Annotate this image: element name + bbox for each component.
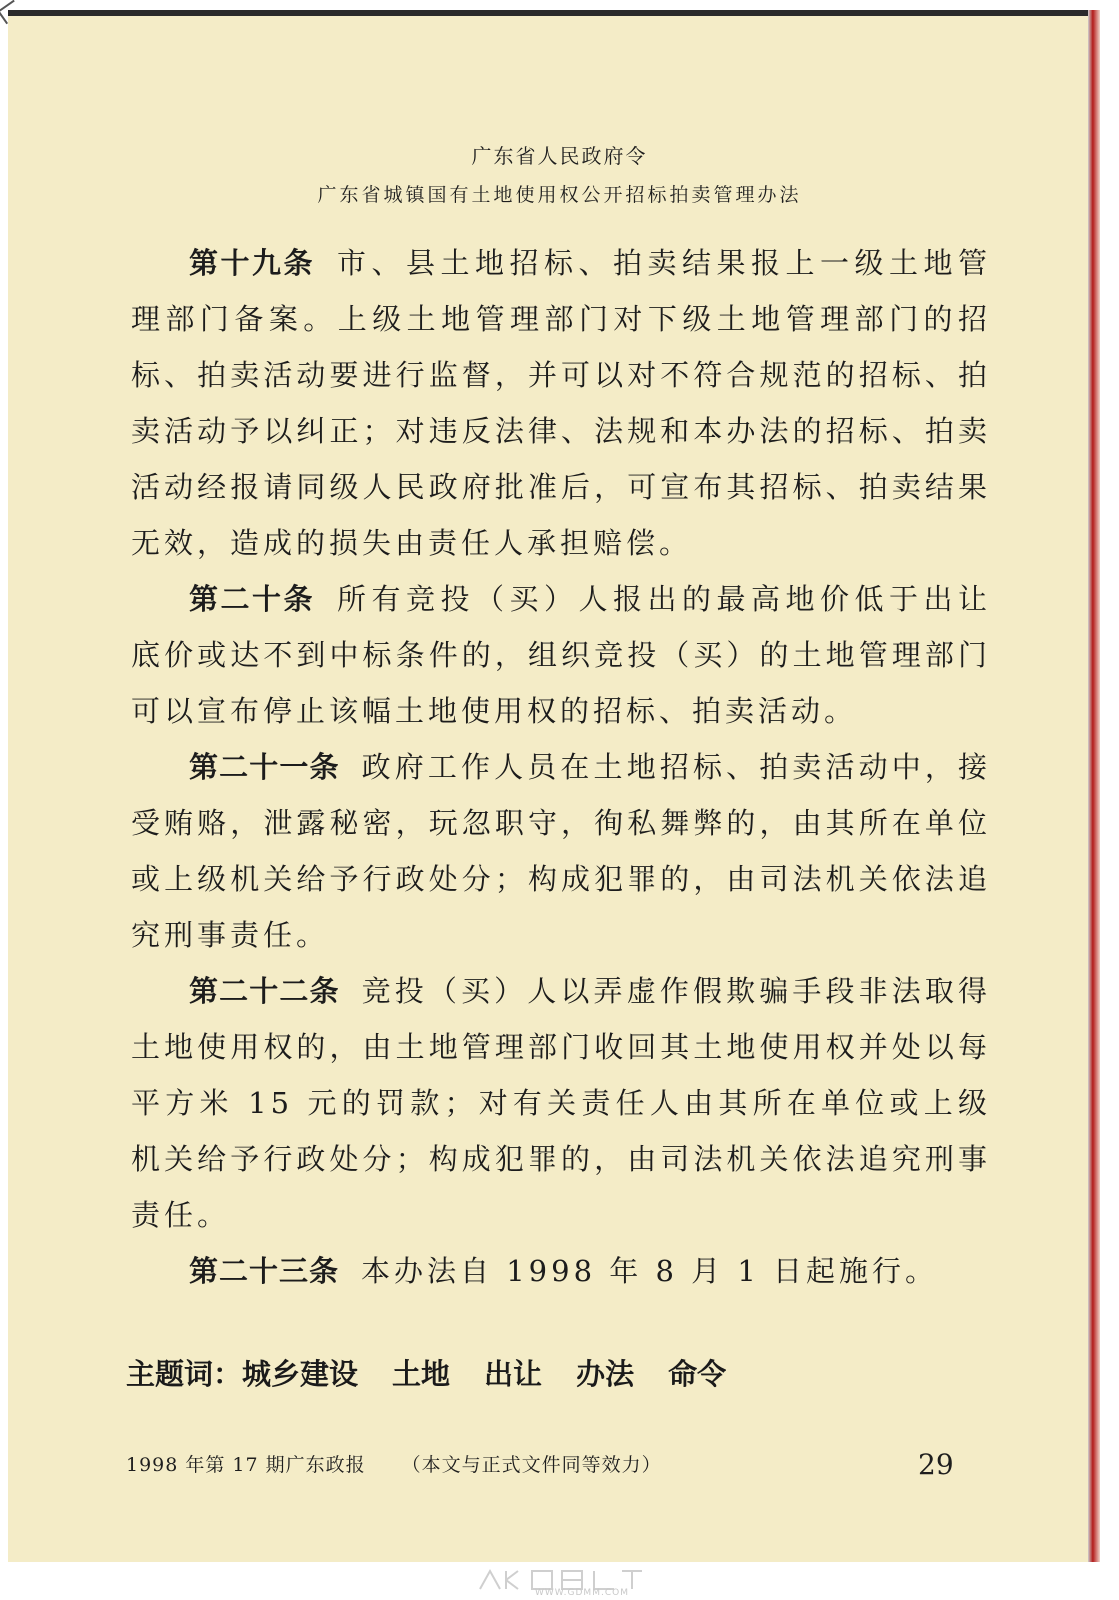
article-21 <box>131 739 991 963</box>
article-heading: 第二十二条 <box>189 974 340 1008</box>
document-body <box>131 235 991 1299</box>
article-heading: 第二十一条 <box>189 750 340 784</box>
running-header-title: 广东省人民政府令 <box>471 144 648 168</box>
subject-label: 主题词： <box>126 1357 243 1391</box>
footer-issue: 1998 年第 17 期广东政报 <box>126 1454 366 1476</box>
page-number: 29 <box>918 1448 954 1481</box>
article-heading: 第十九条 <box>189 246 315 280</box>
footer-note: （本文与正式文件同等效力） <box>401 1454 662 1476</box>
running-header-subtitle: 广东省城镇国有土地使用权公开招标拍卖管理办法 <box>317 184 802 206</box>
article-19 <box>131 235 991 571</box>
subject-keyword: 办法 <box>576 1357 635 1391</box>
page-footer <box>126 1450 662 1477</box>
article-text: 本办法自 1998 年 8 月 1 日起施行。 <box>361 1254 939 1288</box>
subject-keyword: 城乡建设 <box>242 1357 359 1391</box>
subject-keyword: 出让 <box>484 1357 543 1391</box>
article-text: 市、县土地招标、拍卖结果报上一级土地管理部门备案。上级土地管理部门对下级土地管理部门的招标、拍卖活动要进行监督，并可以对不符合规范的招标、拍卖活动予以纠正；对违反法律、法规和本办法的招标、拍卖活动经报请同级人民政府批准后，可宣布其招标、拍卖结果无效，造成的损失由责任人承担赔偿。 <box>131 246 991 560</box>
article-20 <box>131 571 991 739</box>
subject-keyword: 命令 <box>668 1357 727 1391</box>
article-text: 所有竞投（买）人报出的最高地价低于出让底价或达不到中标条件的，组织竞投（买）的土地管理部门可以宣布停止该幅土地使用权的招标、拍卖活动。 <box>131 582 991 728</box>
article-text: 政府工作人员在土地招标、拍卖活动中，接受贿赂，泄露秘密，玩忽职守，徇私舞弊的，由其所在单位或上级机关给予行政处分；构成犯罪的，由司法机关依法追究刑事责任。 <box>131 750 991 952</box>
subject-keyword: 土地 <box>392 1357 451 1391</box>
watermark-url: WWW.GDMM.COM <box>535 1588 629 1598</box>
article-23 <box>131 1243 991 1299</box>
article-heading: 第二十条 <box>189 582 315 616</box>
article-heading: 第二十三条 <box>189 1254 340 1288</box>
article-22 <box>131 963 991 1243</box>
subject-keywords <box>126 1352 760 1393</box>
binding-edge <box>1088 10 1100 1562</box>
article-text: 竞投（买）人以弄虚作假欺骗手段非法取得土地使用权的，由土地管理部门收回其土地使用权并处以每平方米 15 元的罚款；对有关责任人由其所在单位或上级机关给予行政处分；构成犯罪的，由司法机关依法追究刑事责任。 <box>131 974 991 1232</box>
